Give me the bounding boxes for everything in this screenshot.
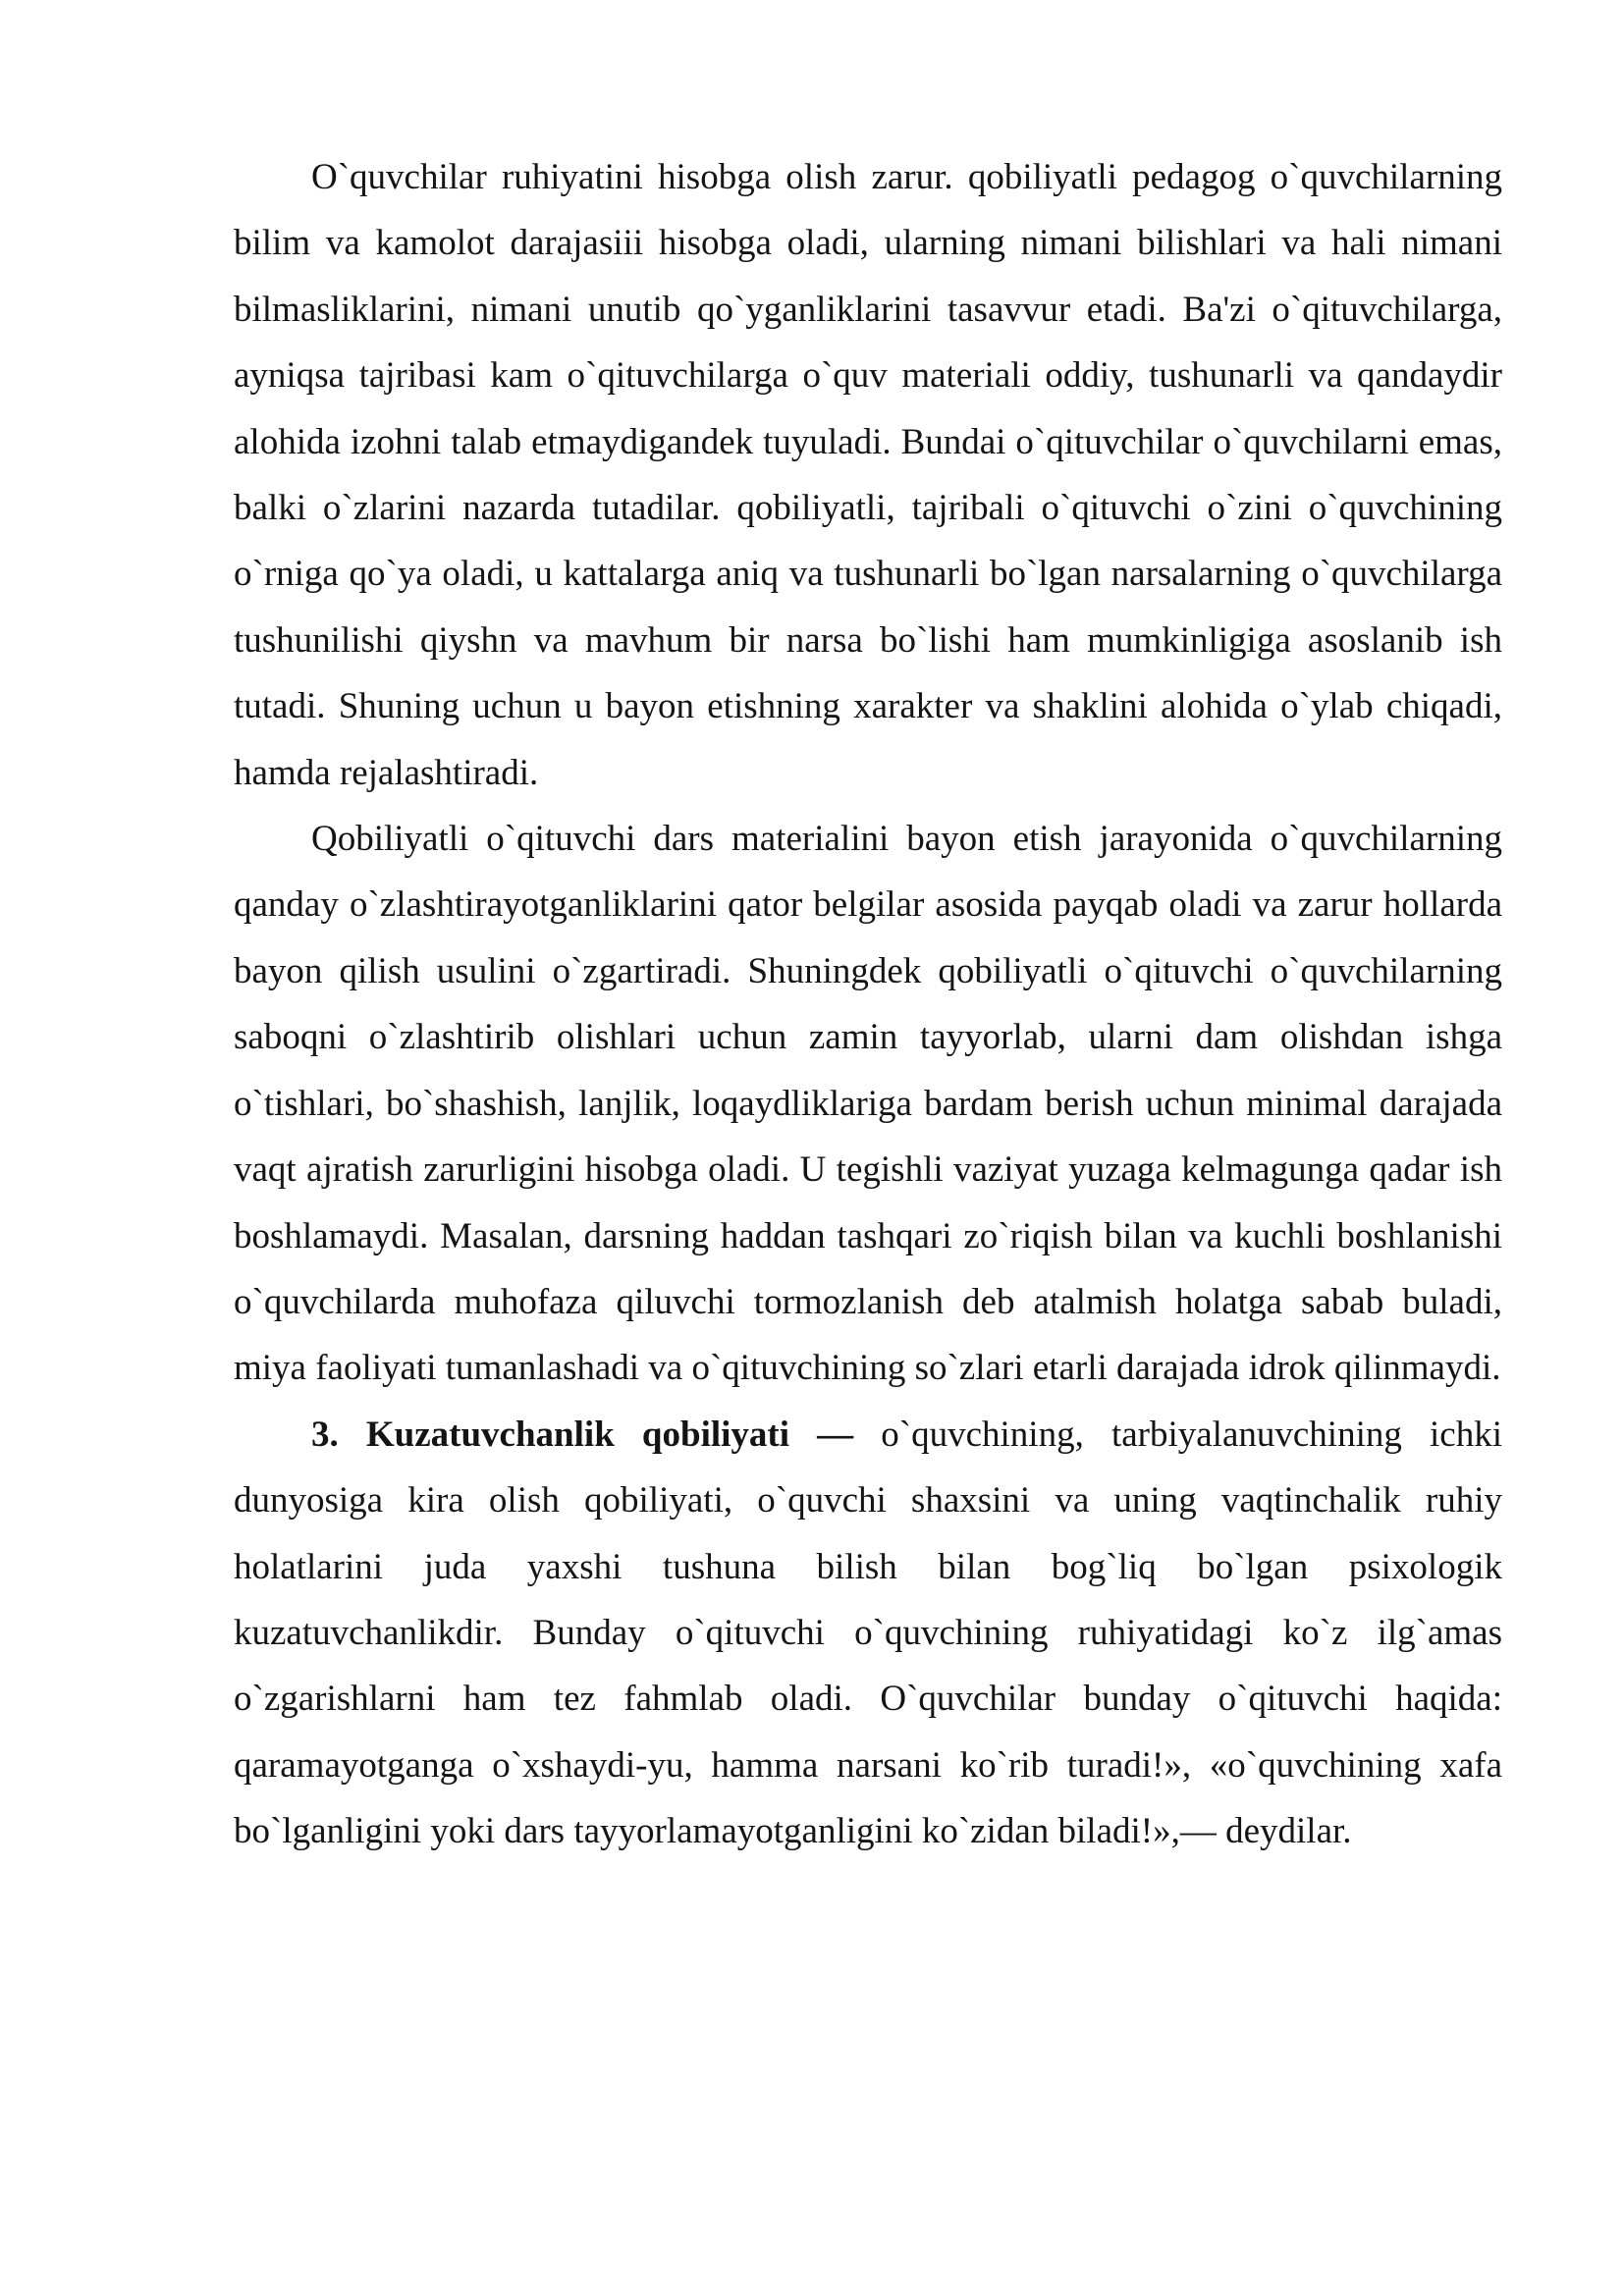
paragraph-2: Qobiliyatli o`qituvchi dars materialini bayon etish jarayonida o`quvchilarning qanday o`zlashtirayotganliklarini qator belgilar asosida payqab oladi va zarur hollarda bayon qilish usulini o`zgartiradi. Shuningdek qobiliyatli o`qituvchi o`quvchilarning saboqni o`zlashtirib olishlari uchun zamin tayyorlab, ularni dam olishdan ishga o`tishlari, bo`shashish, lanjlik, loqaydliklariga bardam berish uchun minimal darajada vaqt ajratish zarurligini hisobga oladi. U tegishli vaziyat yuzaga kelmagunga qadar ish boshlamaydi. Masalan, darsning haddan tashqari zo`riqish bilan va kuchli boshlanishi o`quvchilarda muhofaza qiluvchi tormozlanish deb atalmish holatga sabab buladi, miya faoliyati tumanlashadi va o`qituvchining so`zlari etarli darajada idrok qilinmaydi. [234,819,1502,1389]
paragraph-3 [234,1402,1502,1865]
paragraph-3-body: o`quvchining, tarbiyalanuvchining ichki dunyosiga kira olish qobiliyati, o`quvchi shaxsini va uning vaqtinchalik ruhiy holatlarini juda yaxshi tushuna bilish bilan bog`liq bo`lgan psixologik kuzatuvchanlikdir. Bunday o`qituvchi o`quvchining ruhiyatidagi ko`z ilg`amas o`zgarishlarni ham tez fahmlab oladi. O`quvchilar bunday o`qituvchi haqida: qaramayotganga o`xshaydi-yu, hamma narsani ko`rib turadi!», «o`quvchining xafa bo`lganligini yoki dars tayyorlamayotganligini ko`zidan biladi!»,— deydilar. [234,1414,1502,1852]
section-heading-kuzatuvchanlik: 3. Kuzatuvchanlik qobiliyati — [311,1414,854,1455]
document-page [234,144,1502,1865]
paragraph-1: O`quvchilar ruhiyatini hisobga olish zarur. qobiliyatli pedagog o`quvchilarning bilim va kamolot darajasiii hisobga oladi, ularning nimani bilishlari va hali nimani bilmasliklarini, nimani unutib qo`yganliklarini tasavvur etadi. Ba'zi o`qituvchilarga, ayniqsa tajribasi kam o`qituvchilarga o`quv materiali oddiy, tushunarli va qandaydir alohida izohni talab etmaydigandek tuyuladi. Bundai o`qituvchilar o`quvchilarni emas, balki o`zlarini nazarda tutadilar. qobiliyatli, tajribali o`qituvchi o`zini o`quvchining o`rniga qo`ya oladi, u kattalarga aniq va tushunarli bo`lgan narsalarning o`quvchilarga tushunilishi qiyshn va mavhum bir narsa bo`lishi ham mumkinligiga asoslanib ish tutadi. Shuning uchun u bayon etishning xarakter va shaklini alohida o`ylab chiqadi, hamda rejalashtiradi. [234,157,1502,793]
